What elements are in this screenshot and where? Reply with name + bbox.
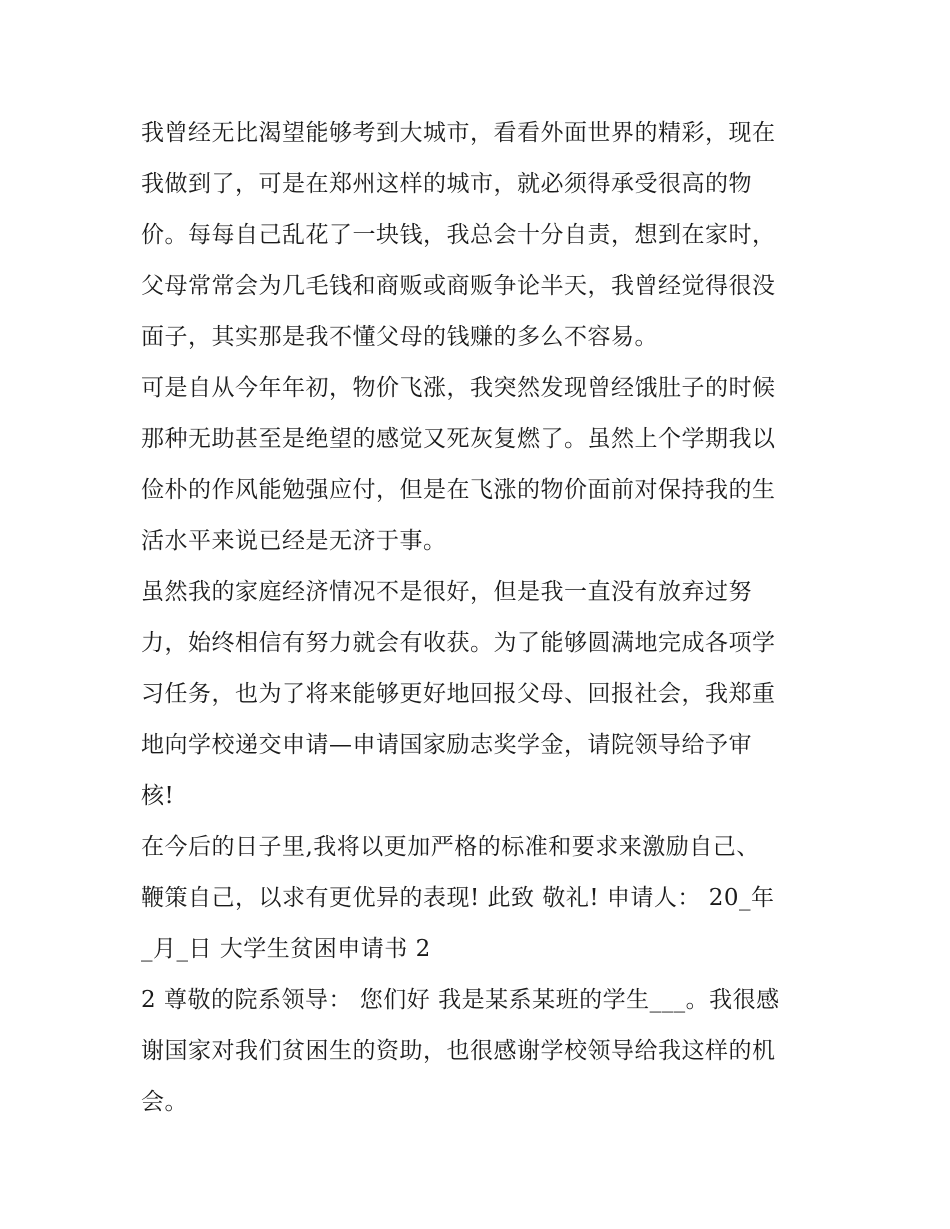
text-line: 会。 bbox=[141, 1089, 188, 1115]
text-line: 地向学校递交申请—申请国家励志奖学金，请院领导给予审 bbox=[141, 732, 752, 758]
text-line: 可是自从今年年初，物价飞涨，我突然发现曾经饿肚子的时候 bbox=[141, 375, 776, 401]
text-line: 我曾经无比渴望能够考到大城市，看看外面世界的精彩，现在 bbox=[141, 120, 776, 146]
text-line: 2 尊敬的院系领导： 您们好 我是某系某班的学生___。我很感 bbox=[141, 987, 780, 1013]
text-line: 那种无助甚至是绝望的感觉又死灰复燃了。虽然上个学期我以 bbox=[141, 426, 776, 452]
text-line: 活水平来说已经是无济于事。 bbox=[141, 528, 447, 554]
text-line: 谢国家对我们贫困生的资助，也很感谢学校领导给我这样的机 bbox=[141, 1038, 776, 1064]
text-line: 面子，其实那是我不懂父母的钱赚的多么不容易。 bbox=[141, 324, 658, 350]
text-line: 习任务，也为了将来能够更好地回报父母、回报社会，我郑重 bbox=[141, 681, 776, 707]
text-line: 俭朴的作风能勉强应付，但是在飞涨的物价面前对保持我的生 bbox=[141, 477, 776, 503]
document-body bbox=[141, 108, 821, 1128]
text-line: 鞭策自己，以求有更优异的表现! 此致 敬礼! 申请人： 20_年 bbox=[141, 885, 775, 911]
text-line: 价。每每自己乱花了一块钱，我总会十分自责，想到在家时， bbox=[141, 222, 776, 248]
text-line: 力，始终相信有努力就会有收获。为了能够圆满地完成各项学 bbox=[141, 630, 776, 656]
text-line: 核! bbox=[141, 783, 175, 809]
text-line: 父母常常会为几毛钱和商贩或商贩争论半天，我曾经觉得很没 bbox=[141, 273, 776, 299]
text-line: 在今后的日子里,我将以更加严格的标准和要求来激励自己、 bbox=[141, 834, 760, 860]
text-line: 我做到了，可是在郑州这样的城市，就必须得承受很高的物 bbox=[141, 171, 752, 197]
text-line: _月_日 大学生贫困申请书 2 bbox=[141, 936, 431, 962]
text-line: 虽然我的家庭经济情况不是很好，但是我一直没有放弃过努 bbox=[141, 579, 752, 605]
